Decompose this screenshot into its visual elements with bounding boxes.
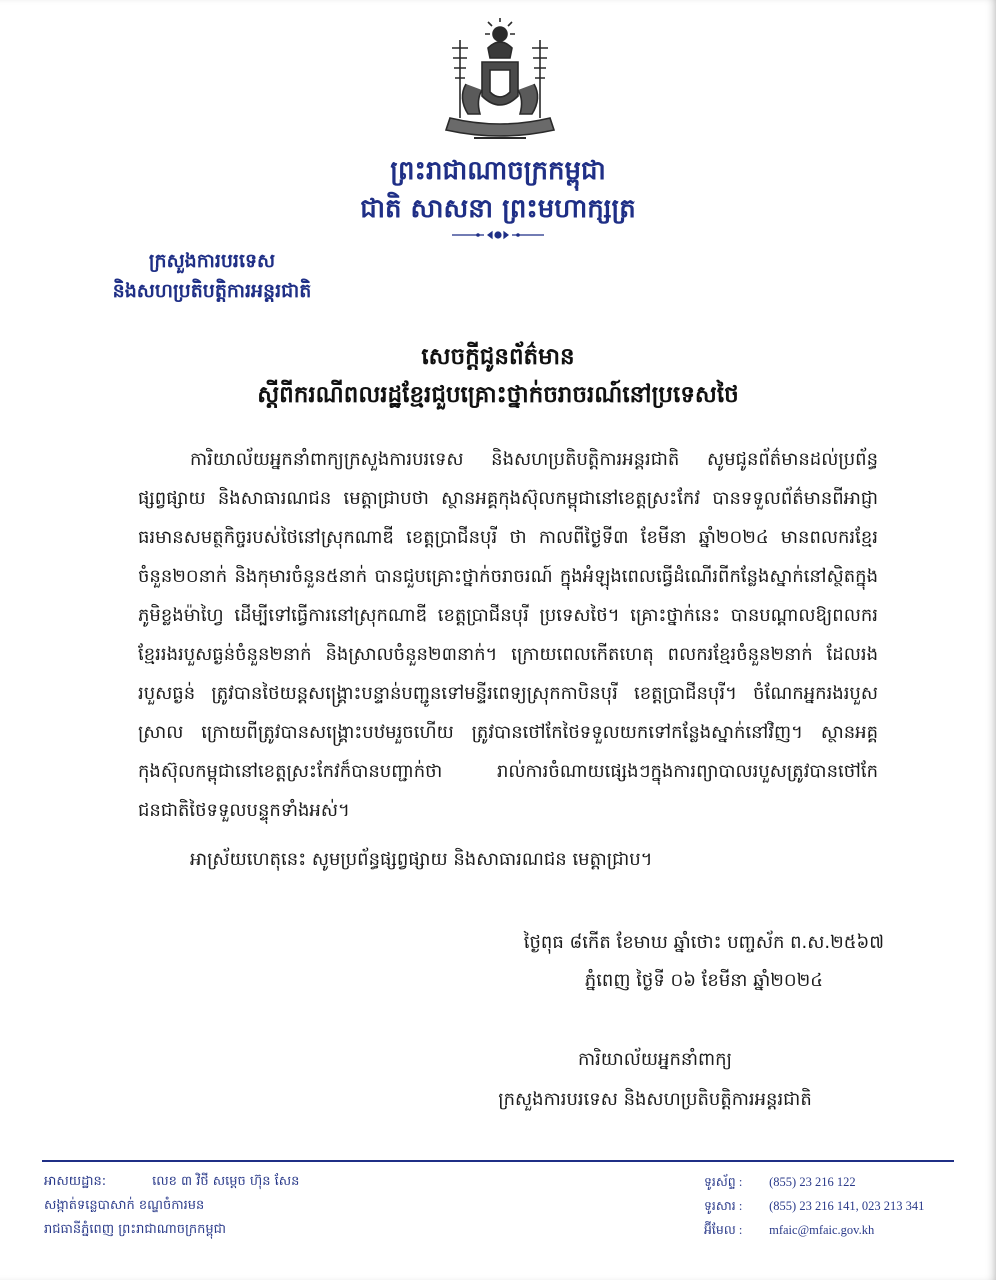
- press-release-body: [138, 440, 878, 879]
- footer-address: [44, 1170, 464, 1242]
- national-motto: ជាតិ សាសនា ព្រះមហាក្សត្រ: [360, 194, 636, 224]
- ministry-line-2: និងសហប្រតិបត្តិការអន្តរជាតិ: [112, 280, 312, 302]
- kingdom-name: ព្រះរាជាណាចក្រកម្ពុជា: [390, 156, 606, 186]
- footer-divider: [42, 1160, 954, 1162]
- document-title: [0, 338, 996, 414]
- phone-number: (855) 23 216 122: [769, 1175, 856, 1189]
- body-paragraph-closing: អាស្រ័យហេតុនេះ សូមប្រព័ន្ធផ្សព្វផ្សាយ និងសាធារណជន មេត្តាជ្រាប។: [190, 849, 653, 870]
- email-address: mfaic@mfaic.gov.kh: [769, 1223, 875, 1237]
- signature-block: [470, 1040, 840, 1120]
- solar-date: ភ្នំពេញ ថ្ងៃទី ០៦ ខែមីនា ឆ្នាំ២០២៤: [584, 970, 823, 991]
- lunar-date: ថ្ងៃពុធ ៨កើត ខែមាឃ ឆ្នាំថោះ បញ្ចស័ក ព.ស.២៥៦៧: [523, 932, 884, 953]
- ornament-divider-icon: [448, 228, 548, 242]
- address-line-2: សង្កាត់ទន្លេបាសាក់ ខណ្ឌចំការមន: [44, 1198, 205, 1213]
- royal-coat-of-arms-emblem: [430, 18, 570, 148]
- email-label: អ៊ីមែល :: [704, 1223, 743, 1237]
- fax-label: ទូរសារ :: [704, 1199, 743, 1213]
- signing-office: ការិយាល័យអ្នកនាំពាក្យ: [578, 1049, 732, 1070]
- title-line-2: ស្តីពីករណីពលរដ្ឋខ្មែរជួបគ្រោះថ្នាក់ចរាចរណ៍នៅប្រទេសថៃ: [257, 381, 739, 408]
- fax-number: (855) 23 216 141, 023 213 341: [769, 1199, 925, 1213]
- signing-ministry: ក្រសួងការបរទេស និងសហប្រតិបត្តិការអន្តរជាតិ: [498, 1089, 812, 1110]
- footer-contact: [704, 1170, 974, 1242]
- issuing-ministry: [52, 246, 372, 306]
- body-paragraph-1: ការិយាល័យអ្នកនាំពាក្យក្រសួងការបរទេស និងសហប្រតិបត្តិការអន្តរជាតិ សូមជូនព័ត៌មានដល់ប្រព័ន្ធផ្សព្វផ្សាយ និងសាធារណជន មេត្តាជ្រាបថា ស្ថានអគ្គកុងស៊ុលកម្ពុជានៅខេត្តស្រះកែវ បានទទួលព័ត៌មានពីអាជ្ញាធរមានសមត្ថកិច្ចរបស់ថៃនៅស្រុកណាឌី ខេត្តប្រាជីនបុរី ថា កាលពីថ្ងៃទី៣ ខែមីនា ឆ្នាំ២០២៤ មានពលករខ្មែរចំនួន២០នាក់ និងកុមារចំនួន៥នាក់ បានជួបគ្រោះថ្នាក់ចរាចរណ៍ ក្នុងអំឡុងពេលធ្វើដំណើរពីកន្លែងស្នាក់នៅស្ថិតក្នុងភូមិខ្លងម៉ាហ្វៃ ដើម្បីទៅធ្វើការនៅស្រុកណាឌី ខេត្តប្រាជីនបុរី ប្រទេសថៃ។ គ្រោះថ្នាក់នេះ បានបណ្តាលឱ្យពលករខ្មែររងរបួសធ្ងន់ចំនួន២នាក់ និងស្រាលចំនួន២៣នាក់។ ក្រោយពេលកើតហេតុ ពលករខ្មែរចំនួន២នាក់ ដែលរងរបួសធ្ងន់ ត្រូវបានថៃយន្តសង្គ្រោះបន្ទាន់បញ្ជូនទៅមន្ទីរពេទ្យស្រុកកាបិនបុរី ខេត្តប្រាជីនបុរី។ ចំណែកអ្នករងរបួសស្រាល ក្រោយពីត្រូវបានសង្គ្រោះបឋមរួចហើយ ត្រូវបានថៅកែថៃទទួលយកទៅកន្លែងស្នាក់នៅវិញ។ ស្ថានអគ្គកុងស៊ុលកម្ពុជានៅខេត្តស្រះកែវក៏បានបញ្ជាក់ថា រាល់ការចំណាយផ្សេងៗក្នុងការព្យាបាលរបួសត្រូវបានថៅកែជនជាតិថៃទទួលបន្ទុកទាំងអស់។: [138, 449, 878, 821]
- date-block: [524, 924, 884, 1000]
- phone-label: ទូរស័ព្ទ :: [704, 1175, 743, 1189]
- address-line-1: លេខ ៣ វិថី សម្តេច ហ៊ុន សែន: [152, 1174, 300, 1189]
- title-line-1: សេចក្តីជូនព័ត៌មាន: [421, 343, 575, 370]
- address-line-3: រាជធានីភ្នំពេញ ព្រះរាជាណាចក្រកម្ពុជា: [44, 1222, 226, 1237]
- address-label: អាសយដ្ឋាន:: [44, 1174, 107, 1189]
- kingdom-heading: [0, 152, 996, 228]
- ministry-line-1: ក្រសួងការបរទេស: [148, 250, 276, 272]
